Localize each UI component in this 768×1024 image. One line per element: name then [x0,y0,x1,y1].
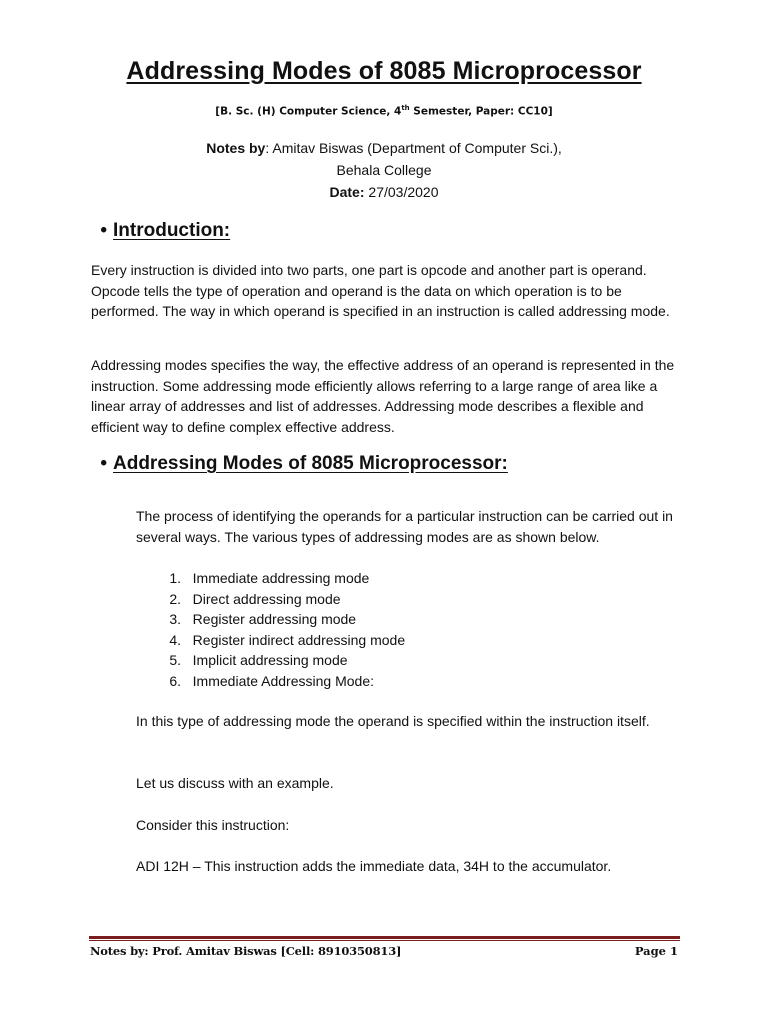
introduction-heading-text: Introduction: [113,220,231,241]
modes-paragraph-2: In this type of addressing mode the operand is specified within the instruction itself. [136,713,650,729]
addressing-modes-heading [100,453,508,475]
list-item [136,589,405,610]
bullet-icon: • [100,220,107,241]
list-item-number: 2. [169,590,181,607]
list-item-label: Immediate addressing mode [192,570,370,586]
modes-paragraph-1: The process of identifying the operands for a particular instruction can be carried out in several ways. The various types of addressing modes are as shown below. [136,508,673,545]
list-item-number: 4. [169,631,181,648]
notes-by-value: : Amitav Biswas (Department of Computer Sci.), [265,140,562,156]
course-subtitle [0,104,768,118]
author-block [0,137,768,203]
intro-paragraph-1: Every instruction is divided into two parts, one part is opcode and another part is operand. Opcode tells the type of operation and operand is the data on which operation is to be performed. The way in which operand is specified in an instruction is called addressing mode. [91,262,670,319]
list-item [136,630,405,651]
addressing-modes-list [136,568,405,691]
list-item-label: Immediate Addressing Mode: [192,672,374,689]
date-value: 27/03/2020 [364,184,439,200]
modes-paragraph-5: ADI 12H – This instruction adds the immediate data, 34H to the accumulator. [136,858,612,874]
footer-rule-thick [89,936,680,939]
footer-author: Notes by: Prof. Amitav Biswas [Cell: 8910350813] [90,944,402,958]
date-label: Date: [329,184,365,200]
list-item [136,609,405,630]
list-item-number: 6. [169,672,181,689]
college-line: Behala College [336,162,432,178]
introduction-heading [100,220,231,242]
intro-paragraph-2: Addressing modes specifies the way, the effective address of an operand is represented in the instruction. Some addressing mode efficiently allows referring to a large range of area like a linear array of addresses and list of addresses. Addressing mode describes a flexible and efficient way to define complex effective address. [91,357,675,435]
modes-paragraph-4: Consider this instruction: [136,817,290,833]
subtitle-pre: [B. Sc. (H) Computer Science, 4 [215,105,402,118]
list-item-label: Implicit addressing mode [192,652,348,668]
modes-paragraph-3: Let us discuss with an example. [136,775,334,791]
list-item-number: 1. [169,570,181,586]
list-item-label: Register indirect addressing mode [192,631,406,648]
bullet-icon: • [100,453,107,474]
notes-by-line [0,137,768,159]
notes-by-label: Notes by [206,140,266,156]
list-item [136,671,405,692]
subtitle-sup: th [401,104,410,112]
footer-page-number: Page 1 [634,944,678,958]
page-title: Addressing Modes of 8085 Microprocessor [126,57,642,85]
list-item [136,650,405,671]
list-item-number: 3. [169,611,181,627]
date-line [0,181,768,203]
list-item-label: Register addressing mode [192,611,357,627]
list-item-label: Direct addressing mode [192,590,341,607]
footer-rule-thin [89,940,680,941]
subtitle-post: Semester, Paper: CC10] [409,105,553,118]
addressing-modes-heading-text: Addressing Modes of 8085 Microprocessor: [113,453,508,474]
list-item-number: 5. [169,652,181,668]
list-item [136,568,405,589]
